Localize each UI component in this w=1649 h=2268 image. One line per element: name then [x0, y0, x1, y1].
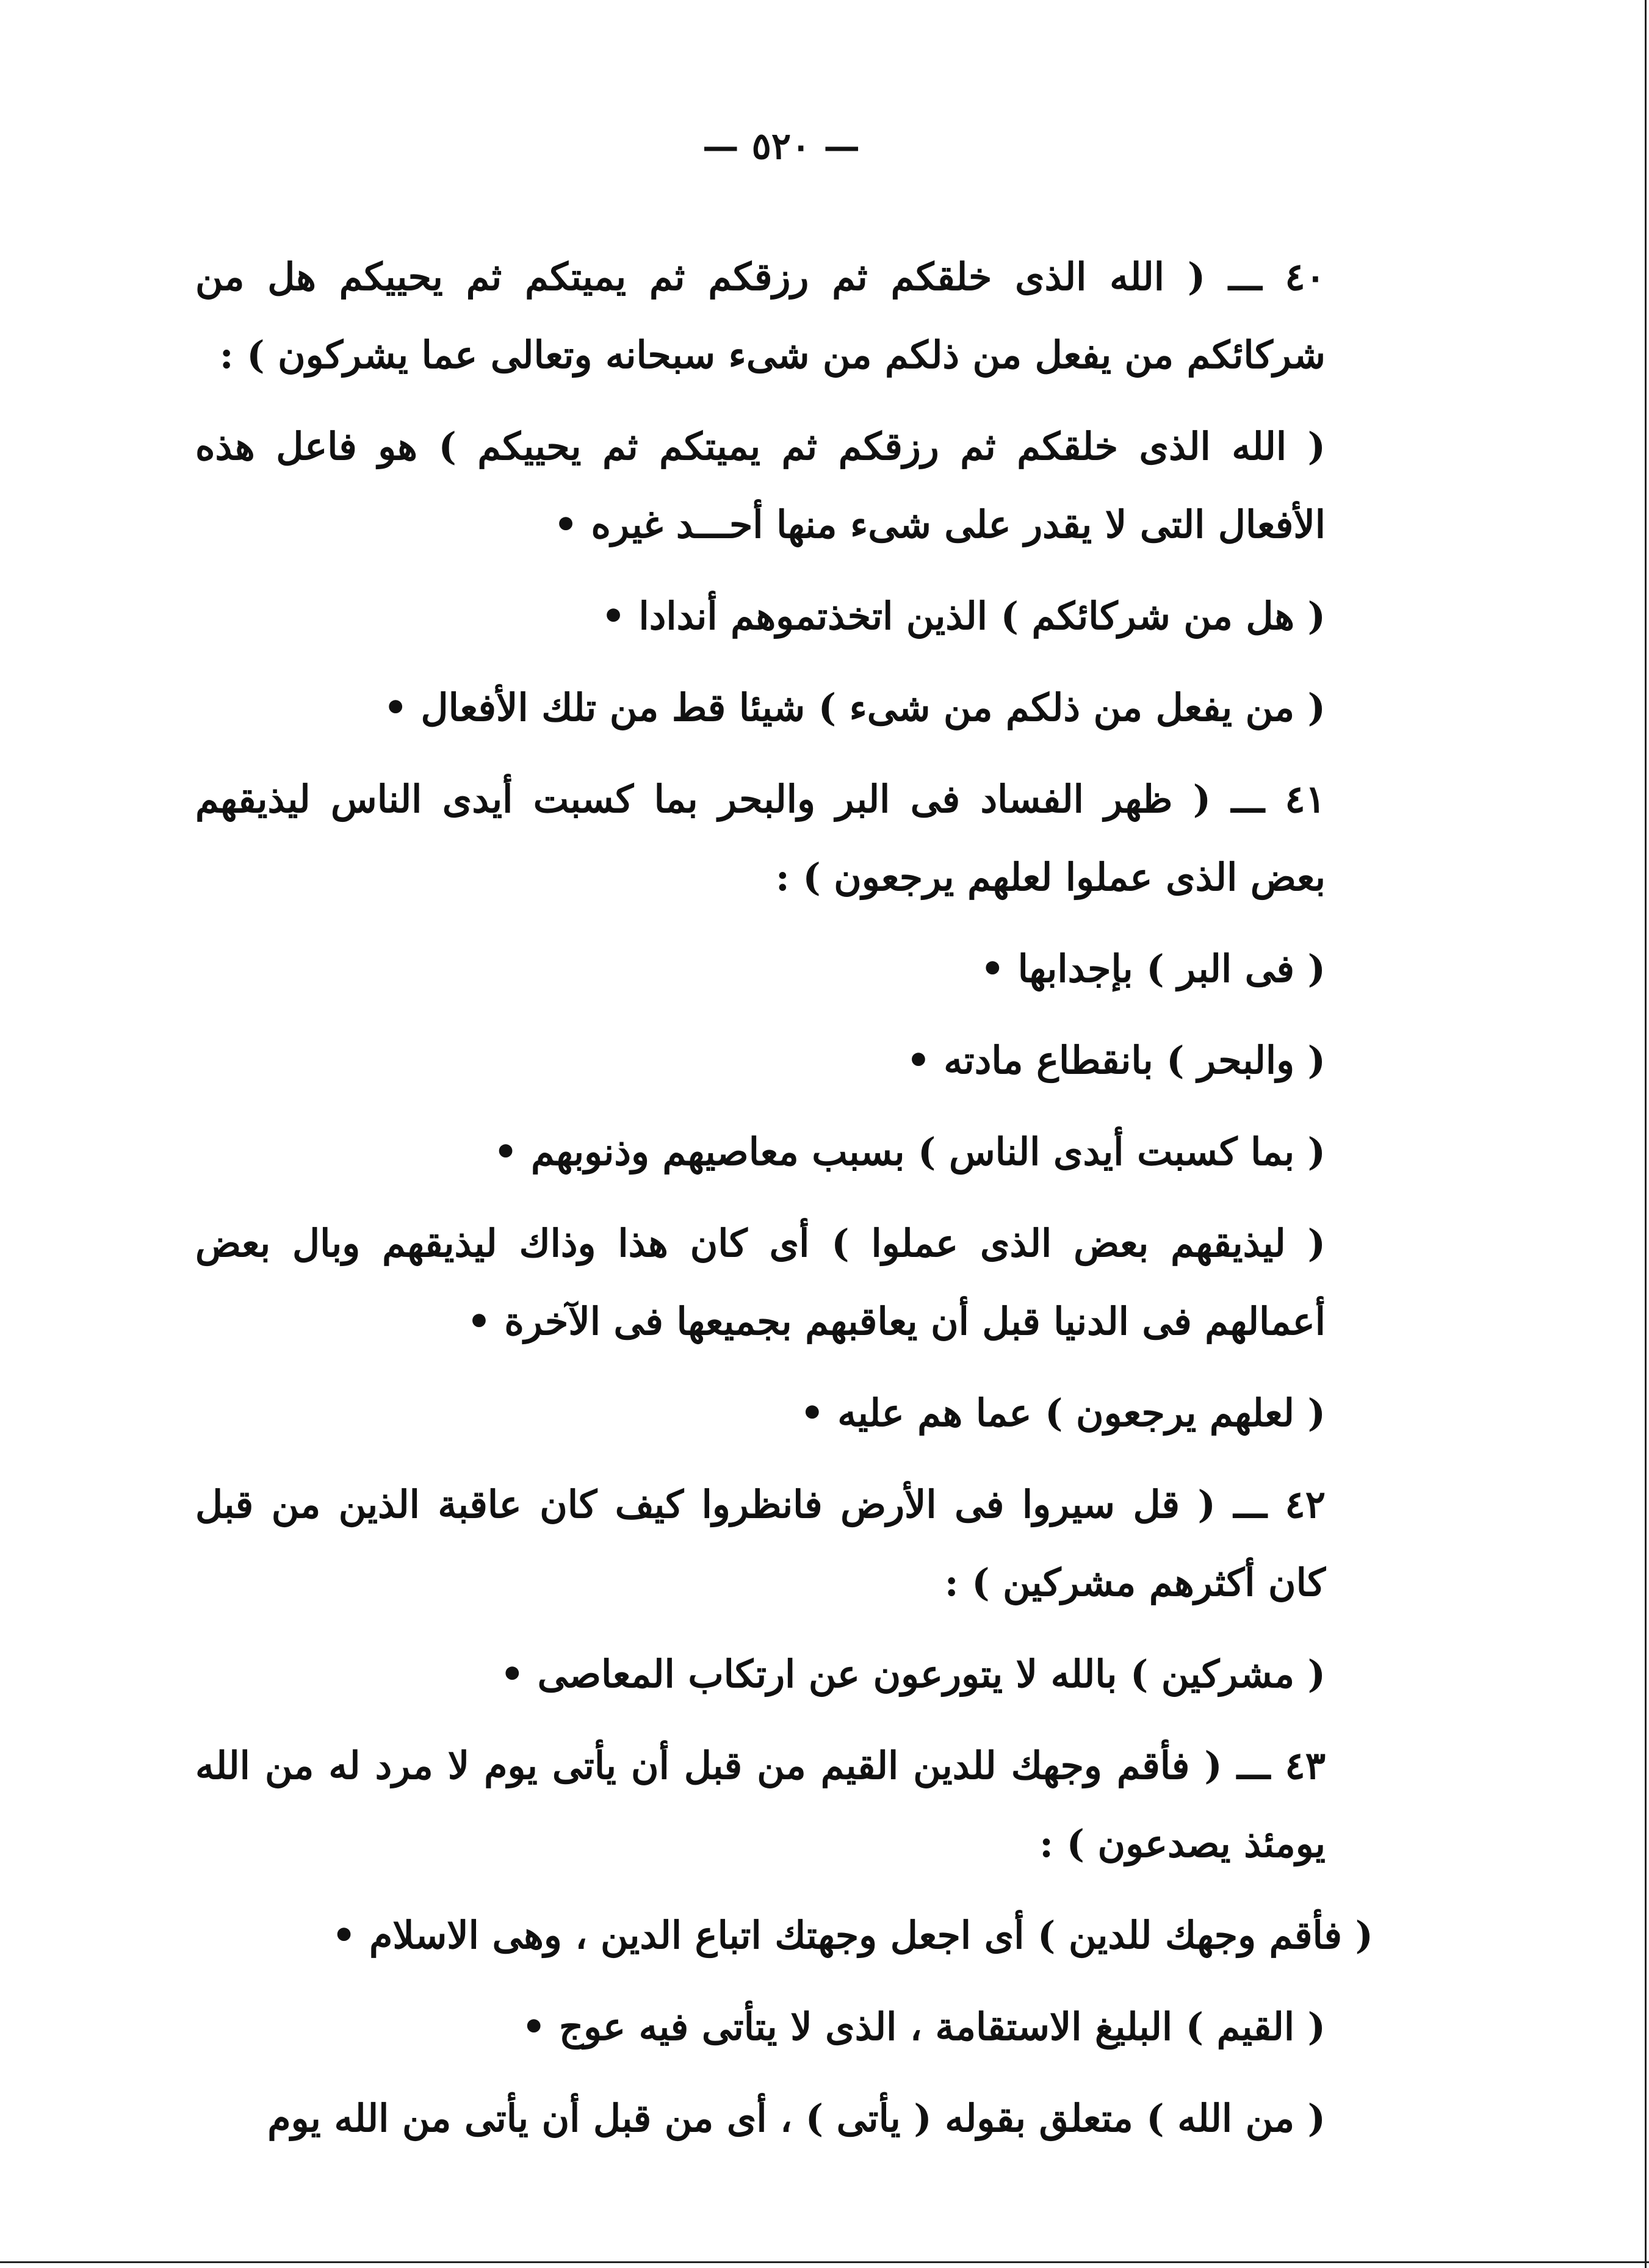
verse-42: ٤٢ ـــ ( قل سيروا فى الأرض فانظروا كيف كان عاقبة الذين من قبل كان أكثرهم مشركين ) : — [195, 1482, 1326, 1605]
commentary-paragraph: ( فأقم وجهك للدين ) أى اجعل وجهتك اتباع الدين ، وهى الاسلام • — [331, 1913, 1373, 1957]
tafsir-text — [195, 238, 1373, 2171]
scan-border-right — [1645, 0, 1647, 2268]
commentary-paragraph: ( من الله ) متعلق بقوله ( يأتى ) ، أى من قبل أن يأتى من الله يوم — [267, 2096, 1326, 2140]
verse-41: ٤١ ـــ ( ظهر الفساد فى البر والبحر بما كسبت أيدى الناس ليذيقهم بعض الذى عملوا لعلهم يرجعون ) : — [195, 777, 1326, 899]
commentary-paragraph: ( الله الذى خلقكم ثم رزقكم ثم يميتكم ثم يحييكم ) هو فاعل هذه الأفعال التى لا يقدر على شىء منها أحـــد غيره • — [195, 424, 1326, 547]
commentary-paragraph: ( مشركين ) بالله لا يتورعون عن ارتكاب المعاصى • — [500, 1652, 1326, 1696]
page-number: — ٥٢٠ — — [702, 125, 861, 168]
commentary-paragraph: ( هل من شركائكم ) الذين اتخذتموهم أندادا • — [601, 594, 1326, 638]
commentary-paragraph: ( والبحر ) بانقطاع مادته • — [906, 1038, 1326, 1082]
verse-40: ٤٠ ـــ ( الله الذى خلقكم ثم رزقكم ثم يميتكم ثم يحييكم هل من شركائكم من يفعل من ذلكم من شىء سبحانه وتعالى عما يشركون ) : — [195, 254, 1326, 377]
commentary-paragraph: ( بما كسبت أيدى الناس ) بسبب معاصيهم وذنوبهم • — [493, 1129, 1326, 1174]
verse-43: ٤٣ ـــ ( فأقم وجهك للدين القيم من قبل أن يأتى يوم لا مرد له من الله يومئذ يصدعون ) : — [195, 1743, 1326, 1866]
commentary-paragraph: ( القيم ) البليغ الاستقامة ، الذى لا يتأتى فيه عوج • — [521, 2004, 1326, 2049]
commentary-paragraph: ( فى البر ) بإجدابها • — [980, 946, 1326, 991]
commentary-paragraph: ( لعلهم يرجعون ) عما هم عليه • — [800, 1391, 1326, 1435]
commentary-paragraph: ( من يفعل من ذلكم من شىء ) شيئا قط من تلك الأفعال • — [383, 685, 1326, 730]
commentary-paragraph: ( ليذيقهم بعض الذى عملوا ) أى كان هذا وذاك ليذيقهم وبال بعض أعمالهم فى الدنيا قبل أن يعاقبهم بجميعها فى الآخرة • — [195, 1221, 1326, 1344]
scan-border-bottom — [0, 2261, 1649, 2263]
